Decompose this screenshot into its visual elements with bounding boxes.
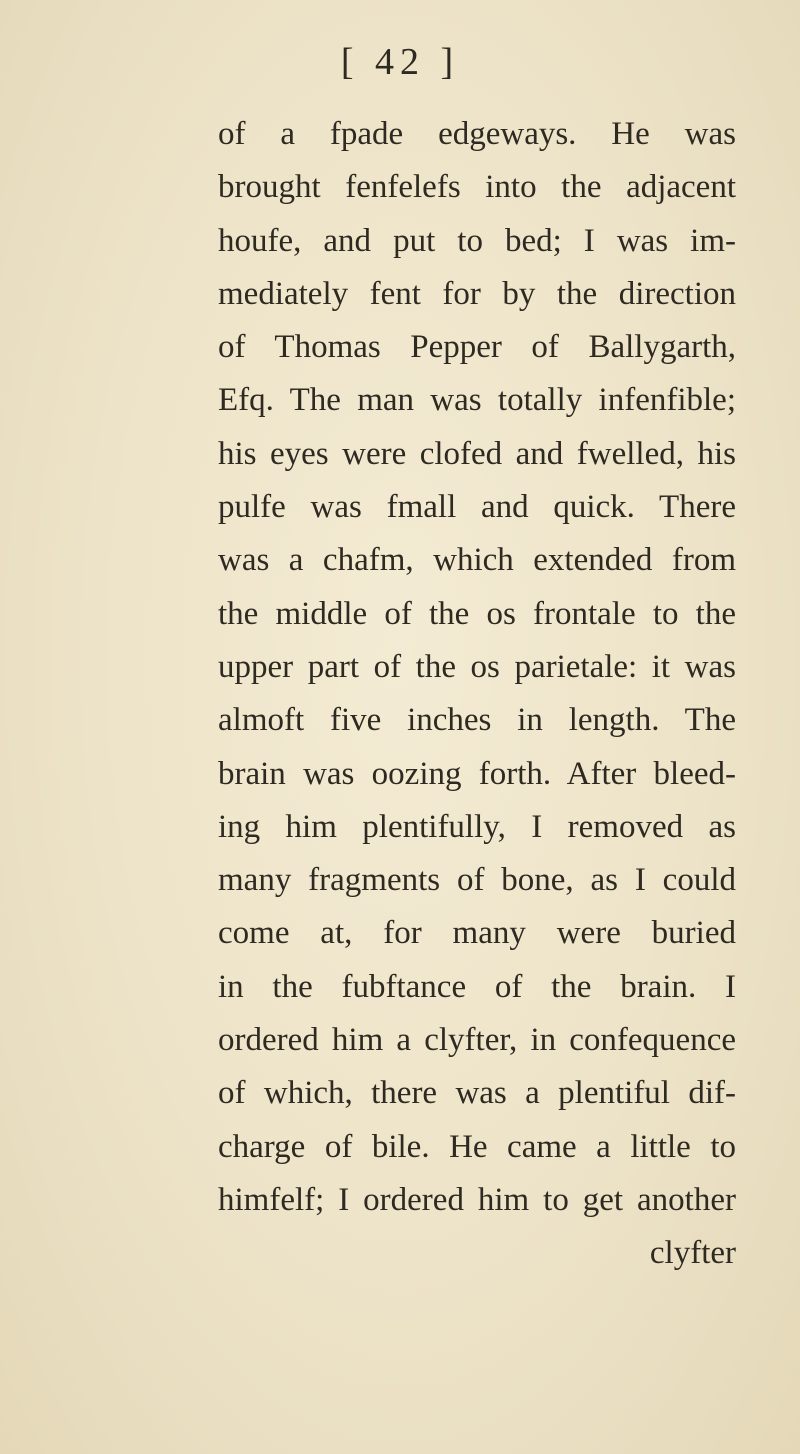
text-line: mediately fent for by the direction <box>218 275 736 312</box>
text-line: brain was oozing forth. After bleed- <box>218 755 736 792</box>
text-line: was a chafm, which extended from <box>218 542 736 579</box>
text-line: many fragments of bone, as I could <box>218 862 736 899</box>
text-line: himfelf; I ordered him to get another <box>218 1181 736 1218</box>
text-line: ing him plentifully, I removed as <box>218 808 736 845</box>
text-line: charge of bile. He came a little to <box>218 1128 736 1165</box>
text-line: come at, for many were buried <box>218 915 736 952</box>
text-line: almoft five inches in length. The <box>218 702 736 739</box>
text-line: of Thomas Pepper of Ballygarth, <box>218 329 736 366</box>
body-text <box>218 108 736 1281</box>
text-line: upper part of the os parietale: it was <box>218 648 736 685</box>
text-line: ordered him a clyfter, in confequence <box>218 1022 736 1059</box>
text-line: in the fubftance of the brain. I <box>218 968 736 1005</box>
text-line: pulfe was fmall and quick. There <box>218 489 736 526</box>
text-line: Efq. The man was totally infenfible; <box>218 382 736 419</box>
text-line: of which, there was a plentiful dif- <box>218 1075 736 1112</box>
text-line: of a fpade edgeways. He was <box>218 116 736 152</box>
page-number: [ 42 ] <box>340 41 460 83</box>
text-line: his eyes were clofed and fwelled, his <box>218 435 736 472</box>
text-line: the middle of the os frontale to the <box>218 595 736 632</box>
catchword: clyfter <box>649 1235 736 1272</box>
text-line: houfe, and put to bed; I was im- <box>218 222 736 259</box>
text-line: brought fenfelefs into the adjacent <box>218 169 736 206</box>
